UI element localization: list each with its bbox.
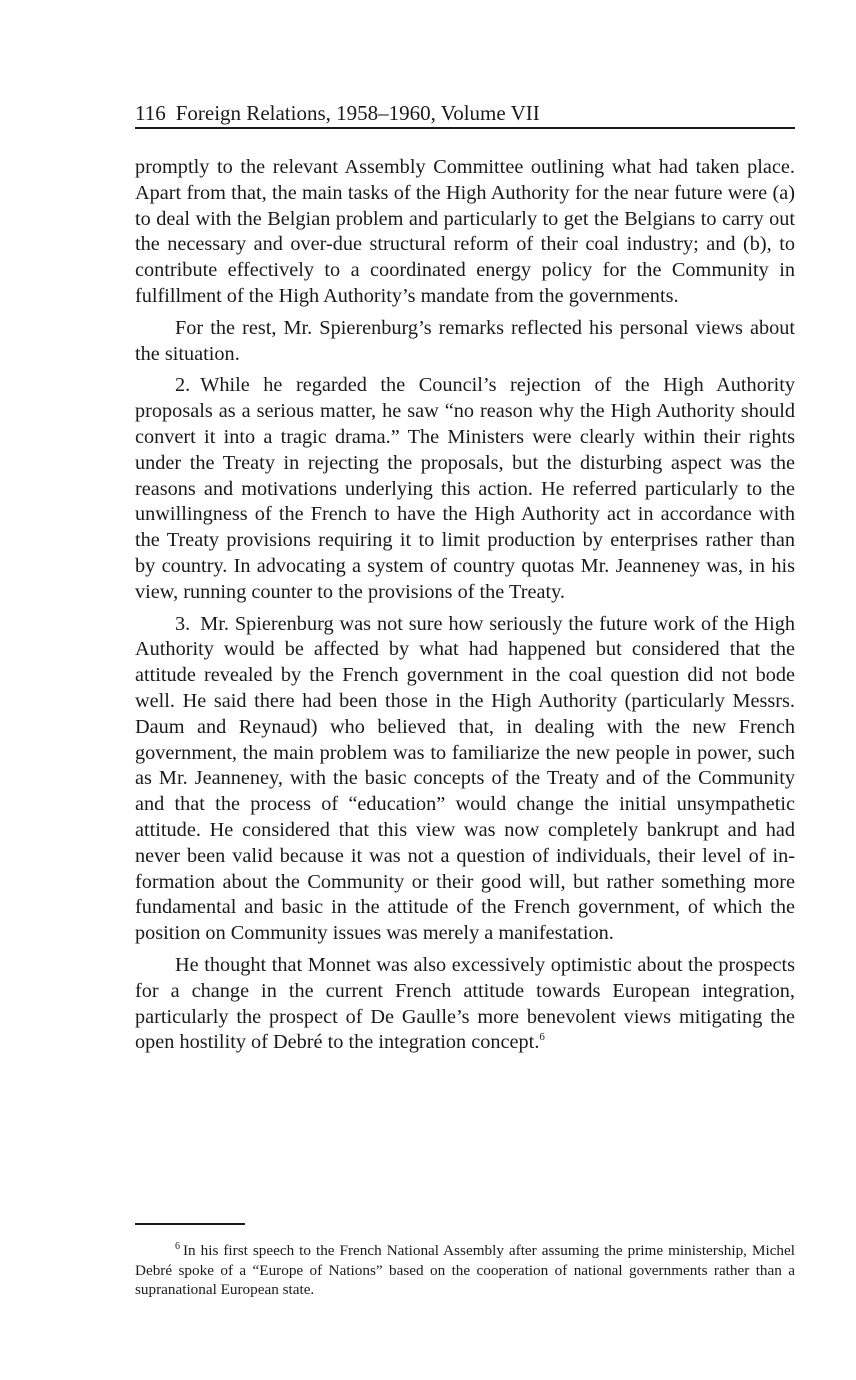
numbered-paragraph-3 [135,612,795,947]
footnote [135,1241,795,1300]
paragraph-text: While he regarded the Council’s rejection of the High Authority proposals as a serious matter, he saw “no reason why the High Authority should convert it into a tragic drama.” The Ministers were clearly within their rights under the Treaty in rejecting the proposals, but the disturbing aspect was the reasons and motivations underlying this action. He referred particularly to the unwillingness of the French to have the High Authority act in accordance with the Treaty provisions requiring it to limit production by enterprises rather than by country. In advocating a system of country quotas Mr. Jeanneney was, in his view, running counter to the provisions of the Treaty. [135,374,795,603]
footnote-text: In his first speech to the French National Assembly after assuming the prime ministership, Michel Debré spoke of a “Europe of Nations” based on the cooperation of national governments rather than a supranational European state. [135,1242,795,1298]
footnote-reference[interactable]: 6 [539,1031,545,1044]
paragraph-continued [135,155,795,310]
paragraph-text: promptly to the relevant Assembly Committee outlining what had taken place. Apart from that, the main tasks of the High Authority for the near future were (a) to deal with the Belgian problem and particularly to get the Belgians to carry out the necessary and over-due structural reform of their coal industry; and (b), to contribute effectively to a coordinated energy policy for the Community in fulfillment of the High Authority’s mandate from the governments. [135,156,795,307]
paragraph-text: He thought that Monnet was also excessively optimistic about the prospects for a change in the current French attitude towards European integration, particularly the prospect of De Gaulle’s more benevolent views mitigating the open hostility of Debré to the integration concept. [135,953,795,1054]
running-title: Foreign Relations, 1958–1960, Volume VII [175,101,540,125]
paragraph-text: Mr. Spierenburg was not sure how seriously the future work of the High Authority would be affected by what had happened but considered that the attitude revealed by the French government in the coal question did not bode well. He said there had been those in the High Authority (particularly Messrs. Daum and Reynaud) who believed that, in dealing with the new French government, the main problem was to familiarize the new people in power, such as Mr. Jeanneney, with the basic concepts of the Treaty and of the Community and that the process of “education” would change the initial unsympathetic attitude. He considered that this view was now completely bankrupt and had never been valid because it was not a question of individuals, their level of information about the Community or their good will, but rather something more fundamental and basic in the attitude of the French government, of which the position on Community issues was merely a manifestation. [135,612,795,945]
numbered-paragraph-2 [135,373,795,605]
running-head [135,99,795,127]
paragraph-text: For the rest, Mr. Spierenburg’s remarks reflected his personal views about the situation. [135,316,795,365]
paragraph-number: 3. [175,612,191,635]
footnote-rule [135,1223,245,1225]
paragraph [135,953,795,1056]
body-text [135,155,795,1062]
page-number: 116 [135,101,166,125]
paragraph-number: 2. [175,374,191,397]
footnote-marker: 6 [175,1240,180,1252]
paragraph [135,316,795,368]
header-rule [135,127,795,129]
